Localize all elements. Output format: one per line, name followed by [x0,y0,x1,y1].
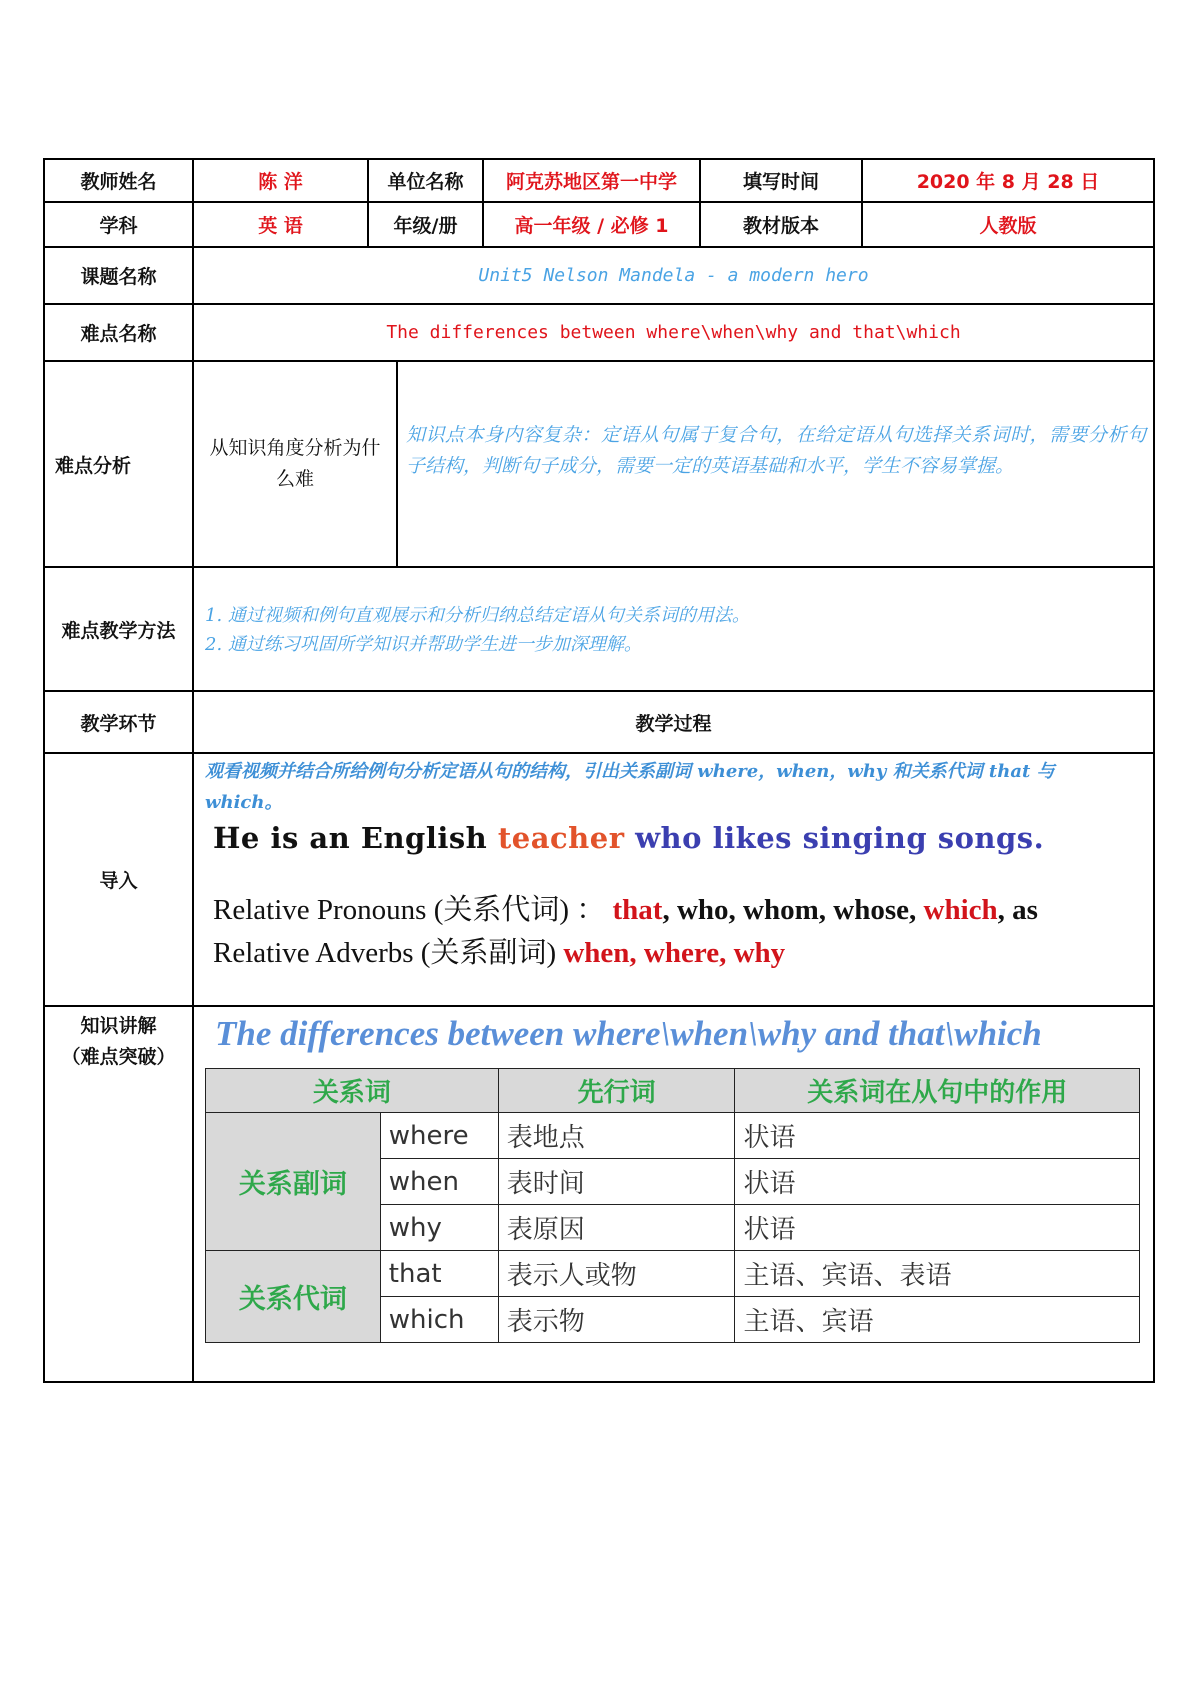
knowledge-label-line1: 知识讲解 [80,1015,157,1037]
intro-instruction-line1: 观看视频并结合所给例句分析定语从句的结构，引出关系副词 where，when，why 和关系代词 that 与 [205,761,1055,782]
unit-name-label: 单位名称 [387,171,464,193]
group-relative-adverbs: 关系副词 [206,1113,381,1251]
table-border [1153,158,1155,1383]
cell-role: 主语、宾语、表语 [735,1251,1140,1297]
table-border [43,566,1155,568]
subject-label: 学科 [99,215,138,237]
difficulty-value: The differences between where\when\why and that\which [386,322,961,343]
fill-date-label: 填写时间 [742,171,819,193]
table-row [206,1251,1140,1297]
knowledge-heading: The differences between where\when\why and that\which [215,1014,1042,1053]
cell-antecedent: 表地点 [498,1113,735,1159]
table-row [206,1113,1140,1159]
relative-adverbs-line [213,932,1148,974]
knowledge-label-line2: （难点突破） [61,1046,176,1068]
grade-value: 高一年级 / 必修 1 [514,215,669,237]
cell-word: that [380,1251,498,1297]
knowledge-label [45,1011,192,1073]
example-sentence [213,818,1143,858]
relative-words-table [205,1068,1140,1343]
example-antecedent: teacher [497,821,625,855]
difficulty-label: 难点名称 [80,323,157,345]
pronoun-that: that [612,894,663,926]
teacher-name-value: 陈 洋 [258,171,303,193]
relative-pronouns-line [213,889,1148,931]
grade-label: 年级/册 [393,215,458,237]
teacher-name-label: 教师姓名 [80,171,157,193]
method-item-2: 2. 通过练习巩固所学知识并帮助学生进一步加深理解。 [205,634,642,655]
table-header-relative-word: 关系词 [206,1069,499,1113]
pronoun-which: which [923,894,998,926]
method-label: 难点教学方法 [61,619,176,642]
cell-word: which [380,1297,498,1343]
cell-word: where [380,1113,498,1159]
cell-word: when [380,1159,498,1205]
table-border [396,360,398,566]
process-label: 教学过程 [635,712,712,735]
textbook-label: 教材版本 [742,215,819,237]
method-item-1: 1. 通过视频和例句直观展示和分析归纳总结定语从句关系词的用法。 [205,605,750,626]
fill-date-value: 2020 年 8 月 28 日 [916,171,1100,193]
topic-label: 课题名称 [80,266,157,288]
pronoun-list: , who, whom, whose, [662,894,924,926]
relative-adverbs-label: Relative Adverbs (关系副词) [213,937,564,969]
adverb-list: when, where, why [563,937,786,969]
table-header-function: 关系词在从句中的作用 [735,1069,1140,1113]
unit-name-value: 阿克苏地区第一中学 [505,171,677,193]
cell-antecedent: 表时间 [498,1159,735,1205]
example-part-1: He is an English [213,821,498,855]
analysis-label: 难点分析 [55,454,132,477]
cell-role: 状语 [735,1113,1140,1159]
cell-antecedent: 表原因 [498,1205,735,1251]
cell-role: 状语 [735,1205,1140,1251]
group-relative-pronouns: 关系代词 [206,1251,381,1343]
relative-pronouns-label: Relative Pronouns (关系代词) ： [213,894,606,926]
analysis-text: 知识点本身内容复杂：定语从句属于复合句，在给定语从句选择关系词时，需要分析句子结构，判断句子成分，需要一定的英语基础和水平，学生不容易掌握。 [406,424,1146,477]
subject-value: 英 语 [258,215,303,237]
topic-value: Unit5 Nelson Mandela - a modern hero [478,265,869,286]
analysis-sub-label: 从知识角度分析为什么难 [209,437,381,490]
cell-role: 状语 [735,1159,1140,1205]
cell-antecedent: 表示物 [498,1297,735,1343]
cell-word: why [380,1205,498,1251]
pronoun-end: , as [997,894,1038,926]
textbook-value: 人教版 [979,215,1037,237]
intro-label: 导入 [99,870,138,892]
table-border [43,1381,1155,1383]
table-header-antecedent: 先行词 [498,1069,735,1113]
stage-label: 教学环节 [80,712,157,735]
cell-antecedent: 表示人或物 [498,1251,735,1297]
intro-instruction-line2: which。 [205,792,283,813]
table-border [43,752,1155,754]
cell-role: 主语、宾语 [735,1297,1140,1343]
example-clause: who likes singing songs. [624,821,1045,855]
table-border [43,1005,1155,1007]
